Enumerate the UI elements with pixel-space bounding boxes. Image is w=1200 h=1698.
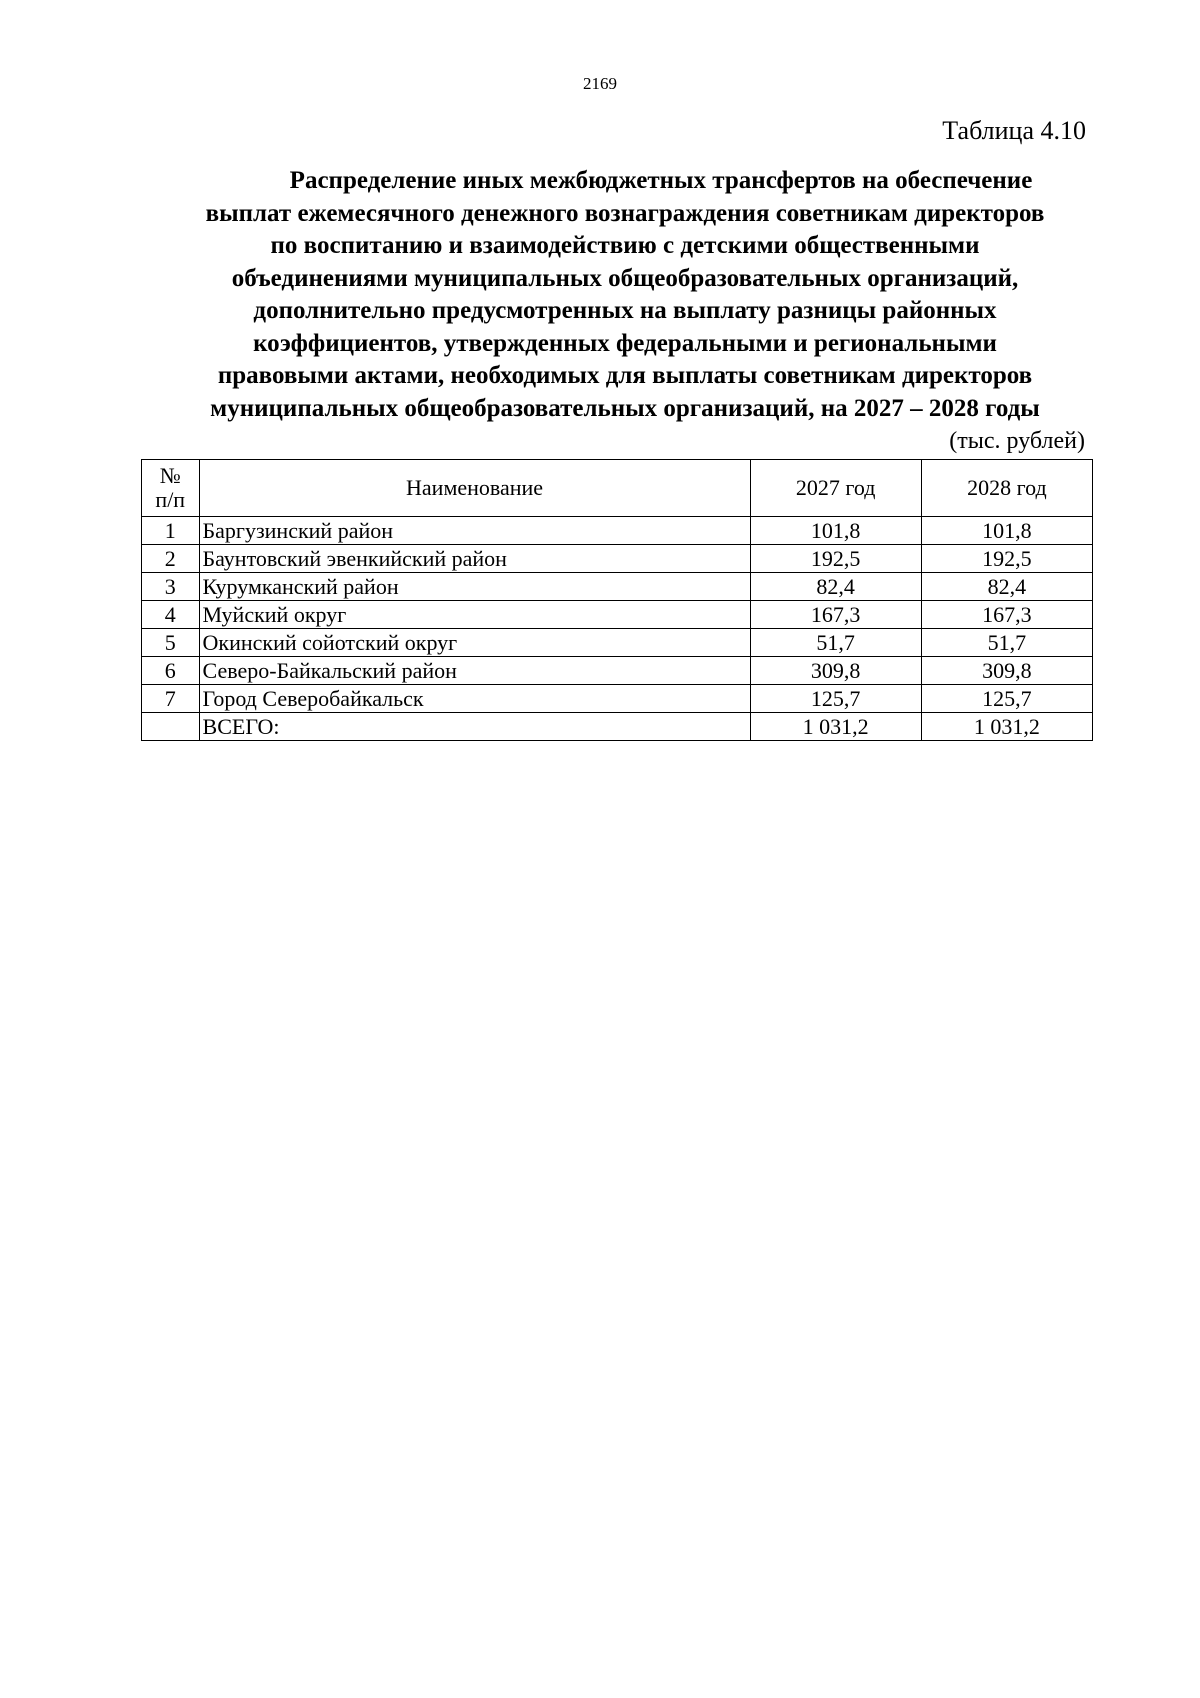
row-value-2027: 192,5 [750,545,921,573]
row-value-2028: 101,8 [921,517,1092,545]
total-value-2027: 1 031,2 [750,713,921,741]
row-value-2028: 167,3 [921,601,1092,629]
row-value-2028: 51,7 [921,629,1092,657]
row-value-2027: 125,7 [750,685,921,713]
table-row [142,685,1093,713]
document-title [140,165,1110,425]
page-number: 2169 [583,74,617,93]
row-value-2027: 51,7 [750,629,921,657]
row-value-2028: 192,5 [921,545,1092,573]
row-name: Баргузинский район [199,517,750,545]
title-line: правовыми актами, необходимых для выплаты советникам директоров [217,362,1033,389]
header-name: Наименование [199,460,750,517]
row-value-2028: 125,7 [921,685,1092,713]
total-value-2028: 1 031,2 [921,713,1092,741]
row-number: 5 [142,629,200,657]
row-name: Муйский округ [199,601,750,629]
row-name: Город Северобайкальск [199,685,750,713]
title-line: муниципальных общеобразовательных организаций, на 2027 – 2028 годы [210,394,1040,422]
title-line: объединениями муниципальных общеобразовательных организаций, [231,264,1019,292]
row-value-2027: 101,8 [750,517,921,545]
title-line: Распределение иных межбюджетных трансфертов на обеспечение [289,167,1033,194]
total-label: ВСЕГО: [199,713,750,741]
table-row [142,517,1093,545]
row-value-2028: 309,8 [921,657,1092,685]
table-row [142,573,1093,601]
row-name: Баунтовский эвенкийский район [199,545,750,573]
row-value-2027: 167,3 [750,601,921,629]
total-row [142,713,1093,741]
header-number [142,460,200,517]
title-line: выплат ежемесячного денежного вознаграждения советникам директоров [205,199,1045,227]
row-name: Окинский сойотский округ [199,629,750,657]
header-2027: 2027 год [750,460,921,517]
table-row [142,601,1093,629]
table-caption: Таблица 4.10 [942,116,1086,145]
row-number: 2 [142,545,200,573]
row-number: 7 [142,685,200,713]
row-value-2027: 82,4 [750,573,921,601]
row-number: 1 [142,517,200,545]
header-number-pp: п/п [155,487,186,512]
title-line: коэффициентов, утвержденных федеральными и региональными [253,329,997,357]
table-header-row [142,460,1093,517]
row-number: 4 [142,601,200,629]
table-row [142,657,1093,685]
row-number: 6 [142,657,200,685]
row-value-2027: 309,8 [750,657,921,685]
title-line: дополнительно предусмотренных на выплату разницы районных [253,297,997,324]
title-line: по воспитанию и взаимодействию с детскими общественными [270,232,980,259]
total-number [142,713,200,741]
table-row [142,545,1093,573]
row-name: Курумканский район [199,573,750,601]
table-row [142,629,1093,657]
header-number-symbol: № [159,463,181,488]
transfers-table [141,459,1093,741]
row-value-2028: 82,4 [921,573,1092,601]
header-2028: 2028 год [921,460,1092,517]
row-number: 3 [142,573,200,601]
row-name: Северо-Байкальский район [199,657,750,685]
units-label: (тыс. рублей) [949,428,1085,454]
